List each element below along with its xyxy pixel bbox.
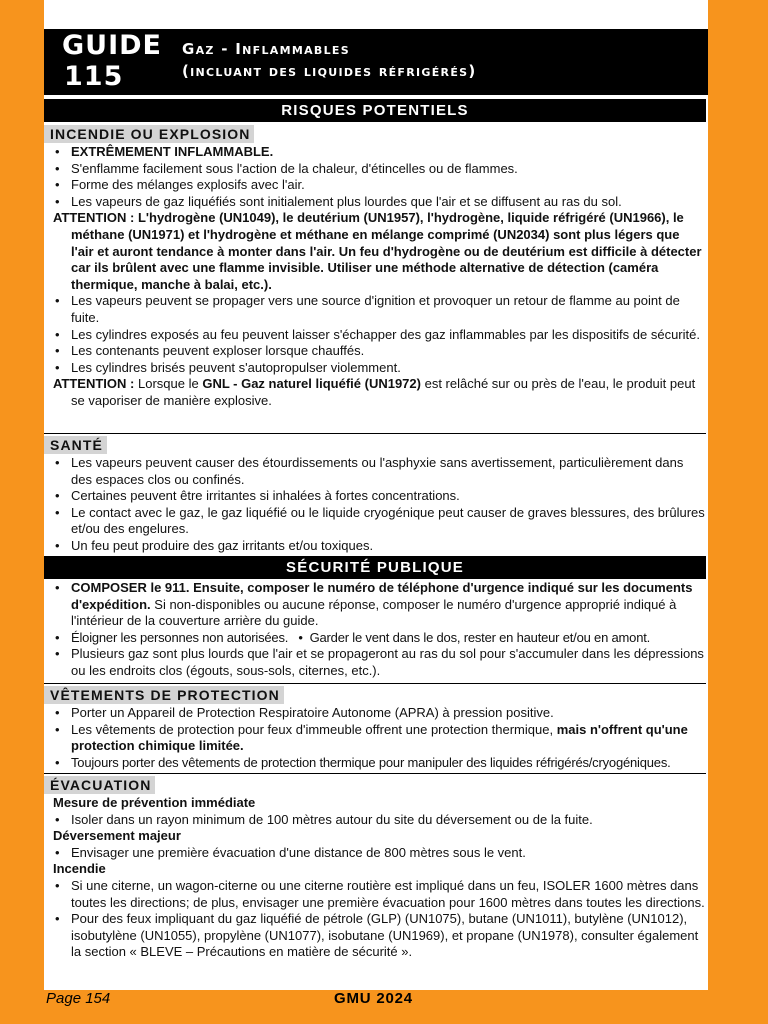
evacuation-majeur-heading: Déversement majeur bbox=[53, 828, 181, 844]
list-item: • Forme des mélanges explosifs avec l'air. bbox=[55, 177, 305, 193]
guide-title-bar bbox=[44, 29, 708, 95]
list-item: • Si une citerne, un wagon-citerne ou une citerne routière est impliqué dans un feu, ISOLER 1600 mètres dans toutes les directions; de plus, envisager une première évacuation pour 1600 mètres dans toutes les directions. bbox=[55, 877, 705, 910]
section-heading-securite: SÉCURITÉ PUBLIQUE bbox=[44, 556, 706, 579]
list-item: • Envisager une première évacuation d'une distance de 800 mètres sous le vent. bbox=[55, 844, 526, 860]
list-item: • Un feu peut produire des gaz irritants et/ou toxiques. bbox=[55, 537, 374, 553]
section-heading-risques: RISQUES POTENTIELS bbox=[44, 99, 706, 122]
sante-block bbox=[53, 455, 705, 555]
list-item: • S'enflamme facilement sous l'action de la chaleur, d'étincelles ou de flammes. bbox=[55, 160, 518, 176]
list-item: • Les vapeurs peuvent se propager vers une source d'ignition et provoquer un retour de flamme au point de fuite. bbox=[55, 293, 680, 325]
divider bbox=[44, 683, 706, 684]
list-item: • Les vêtements de protection pour feux d'immeuble offrent une protection thermique, mais n'offrent qu'une protection chimique limitée. bbox=[55, 721, 688, 754]
attention-gnl: ATTENTION : Lorsque le GNL - Gaz naturel liquéfié (UN1972) est relâché sur ou près de l'eau, le produit peut se vaporiser de manière explosive. bbox=[53, 376, 696, 408]
guide-title-line-1: Gaz - Inflammables bbox=[182, 40, 350, 58]
guide-title-line-2: (incluant des liquides réfrigérés) bbox=[182, 62, 477, 80]
list-item: • Le contact avec le gaz, le gaz liquéfié ou le liquide cryogénique peut causer de graves blessures, des brûlures et/ou des engelures. bbox=[55, 504, 705, 537]
list-item: • Plusieurs gaz sont plus lourds que l'air et se propageront au ras du sol pour s'accumuler dans les dépressions ou les endroits clos (égouts, sous-sols, citernes, etc.). bbox=[55, 646, 704, 678]
evacuation-prevention-heading: Mesure de prévention immédiate bbox=[53, 795, 256, 810]
list-item: • EXTRÊMEMENT INFLAMMABLE. bbox=[55, 144, 274, 159]
list-item: • Les vapeurs de gaz liquéfiés sont initialement plus lourdes que l'air et se diffusent au ras du sol. bbox=[55, 193, 622, 209]
guide-number bbox=[62, 30, 162, 92]
subheading-incendie: INCENDIE OU EXPLOSION bbox=[44, 125, 254, 143]
evacuation-block bbox=[53, 795, 705, 961]
document-code: GMU 2024 bbox=[334, 990, 413, 1007]
list-item: • Toujours porter des vêtements de protection thermique pour manipuler des liquides réfrigérés/cryogéniques. bbox=[55, 754, 671, 770]
list-item: • Les vapeurs peuvent causer des étourdissements ou l'asphyxie sans avertissement, particulièrement dans des espaces clos ou confinés. bbox=[55, 455, 684, 487]
attention-hydrogen: ATTENTION : L'hydrogène (UN1049), le deutérium (UN1957), l'hydrogène, liquide réfrigéré (UN1966), le méthane (UN1971) et l'hydrogène et méthane en mélange comprimé (UN2034) sont plus légers que l'air et auront tendance à monter dans l'air. Un feu d'hydrogène ou de deutérium est difficile à détecter car ils brûlent avec une flamme invisible. Utiliser une méthode alternative de détection (caméra thermique, manche à balai, etc.). bbox=[53, 210, 702, 292]
list-item: • Les cylindres brisés peuvent s'autopropulser violemment. bbox=[55, 359, 401, 375]
vetements-block bbox=[53, 705, 705, 771]
guide-page bbox=[44, 0, 708, 990]
list-item: • Pour des feux impliquant du gaz liquéfié de pétrole (GLP) (UN1075), butane (UN1011), butylène (UN1012), isobutylène (UN1055), propylène (UN1077), isobutane (UN1969), et propane (UN1978), consulter également la section « BLEVE – Précautions en matière de sécurité ». bbox=[55, 911, 699, 960]
list-item: • COMPOSER le 911. Ensuite, composer le numéro de téléphone d'urgence indiqué sur les documents d'expédition. Si non-disponibles ou aucune réponse, composer le numéro d'urgence approprié indiqué à l'intérieur de la couverture arrière du guide. bbox=[55, 580, 693, 629]
subheading-vetements: VÊTEMENTS DE PROTECTION bbox=[44, 686, 284, 704]
guide-label-number: 115 bbox=[64, 61, 124, 92]
evacuation-incendie-heading: Incendie bbox=[53, 861, 106, 877]
divider bbox=[44, 433, 706, 434]
guide-label-word: GUIDE bbox=[62, 30, 162, 61]
list-item: • Les contenants peuvent exploser lorsque chauffés. bbox=[55, 343, 365, 359]
securite-block bbox=[53, 580, 705, 680]
list-item: • Porter un Appareil de Protection Respiratoire Autonome (APRA) à pression positive. bbox=[55, 705, 554, 720]
subheading-sante: SANTÉ bbox=[44, 436, 107, 454]
list-item: • Les cylindres exposés au feu peuvent laisser s'échapper des gaz inflammables par les dispositifs de sécurité. bbox=[55, 326, 700, 342]
list-item: • Isoler dans un rayon minimum de 100 mètres autour du site du déversement ou de la fuite. bbox=[55, 811, 593, 827]
subheading-evacuation: ÉVACUATION bbox=[44, 776, 155, 794]
list-item: • Éloigner les personnes non autorisées. • Garder le vent dans le dos, rester en hauteur et/ou en amont. bbox=[55, 629, 651, 645]
divider bbox=[44, 773, 706, 774]
page-number: Page 154 bbox=[46, 990, 111, 1007]
guide-title bbox=[182, 38, 477, 82]
list-item: • Certaines peuvent être irritantes si inhalées à fortes concentrations. bbox=[55, 488, 460, 504]
incendie-block bbox=[53, 144, 705, 410]
